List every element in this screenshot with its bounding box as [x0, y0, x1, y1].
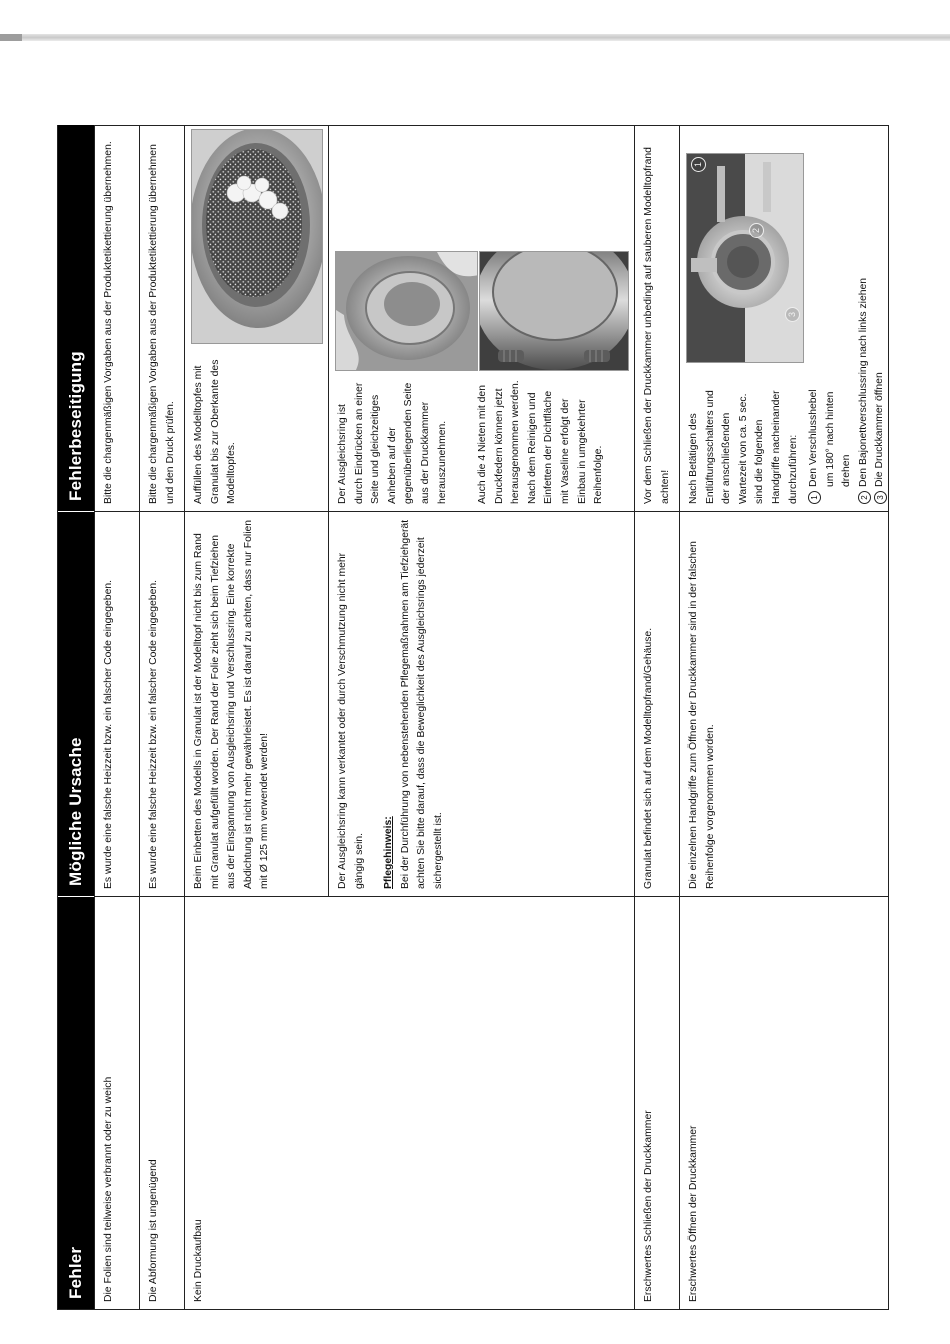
granulate-photo	[191, 129, 323, 344]
beseitigung-cell	[95, 125, 139, 512]
beseitigung-cell	[185, 125, 328, 512]
ursache-main: Der Ausgleichsring kann verkantet oder durch Verschmutzung nicht mehr gängig sein.	[337, 552, 365, 889]
fehler-cell: Erschwertes Öffnen der Druckkammer	[688, 1125, 699, 1302]
header-beseitigung: Fehlerbeseitigung	[58, 125, 94, 512]
callout-2: 2	[749, 223, 764, 238]
ursache-cell: Es wurde eine falsche Heizzeit bzw. ein falscher Code eingegeben.	[95, 512, 139, 897]
rivets-springs-photo	[479, 251, 629, 371]
beseitigung-step1: Der Ausgleichsring ist durch Eindrücken an einer Seite und gleichzeitiges Anheben auf der gegenüberliegenden Seite aus der Druckkammer herauszunehmen.	[337, 382, 448, 504]
step-text: Die Druckkammer öffnen	[874, 372, 886, 487]
step-number: 3	[874, 491, 887, 504]
care-hint-text: Bei der Durchführung von nebenstehenden Pflegemaßnahmen am Tiefziehgerät achten Sie bitte darauf, dass die Beweglichkeit des Ausgleichsrings jederzeit sichergestellt ist.	[399, 519, 444, 889]
fehler-cell: Die Abformung ist ungenügend	[148, 1159, 159, 1302]
header-ursache: Mögliche Ursache	[58, 512, 94, 897]
beseitigung-cell	[635, 125, 679, 512]
table-row	[94, 125, 139, 1309]
header-fehler: Fehler	[58, 897, 94, 1309]
beseitigung-cell	[329, 125, 634, 512]
step-number: 1	[808, 491, 821, 504]
ring-removal-photo	[335, 251, 478, 371]
table-row	[139, 125, 184, 1309]
ursache-cell	[329, 512, 634, 897]
callout-1: 1	[691, 157, 706, 172]
beseitigung-text: Bitte die chargenmäßigen Vorgaben aus der Produktetikettierung übernehmen und den Druck prüfen.	[148, 144, 176, 504]
step-item	[806, 244, 856, 504]
beseitigung-text: Bitte die chargenmäßigen Vorgaben aus der Produktetikettierung übernehmen.	[103, 141, 114, 504]
beseitigung-text: Vor dem Schließen der Druckkammer unbedingt auf sauberen Modelltopfrand achten!	[643, 147, 671, 504]
beseitigung-col-left-bottom	[475, 380, 608, 504]
table-row	[184, 125, 328, 897]
fehler-cell: Die Folien sind teilweise verbrannt oder zu weich	[103, 1076, 114, 1302]
beseitigung-cell	[680, 125, 889, 512]
rotated-page	[57, 125, 889, 1310]
table-row	[679, 125, 889, 1309]
care-hint-title: Pflegehinweis:	[383, 816, 395, 889]
pressure-chamber-photo	[686, 153, 804, 363]
ursache-cell: Die einzelnen Handgriffe zum Öffnen der Druckkammer sind in der falschen Reihenfolge vorgenommen worden.	[680, 512, 889, 897]
fehler-cell: Kein Druckaufbau	[193, 1219, 204, 1302]
beseitigung-col-left	[335, 380, 451, 504]
step-text: Den Bajonettverschlussring nach links ziehen	[857, 277, 869, 487]
step-item	[856, 244, 873, 504]
top-rule	[0, 34, 950, 41]
beseitigung-text: Auffüllen des Modelltopfes mit Granulat bis zur Oberkante des Modelltopfes.	[193, 359, 238, 504]
ursache-cell: Es wurde eine falsche Heizzeit bzw. ein falscher Code eingegeben.	[140, 512, 184, 897]
step-text: Den Verschlusshebel um 180° nach hinten drehen	[808, 389, 853, 487]
beseitigung-cell	[140, 125, 184, 512]
ursache-cell: Beim Einbetten des Modells in Granulat ist der Modelltopf nicht bis zum Rand mit Granulat aufgefüllt worden. Der Rand der Folie zieht sich beim Tiefziehen aus der Einspannung von Ausgleichsring und Verschlussring. Eine korrekte Abdichtung ist nicht mehr gewährleistet. Es ist darauf zu achten, dass nur Folien mit Ø 125 mm verwendet werden!	[185, 512, 328, 897]
ursache-cell: Granulat befindet sich auf dem Modelltopfrand/Gehäuse.	[635, 512, 679, 897]
table-row	[634, 125, 679, 1309]
step-number: 2	[858, 491, 871, 504]
callout-3: 3	[785, 307, 800, 322]
troubleshooting-table	[57, 125, 889, 1310]
beseitigung-step2: Auch die 4 Nieten mit den Druckfedern können jetzt herausgenommen werden. Nach dem Reinigen und Einfetten der Dichtfläche mit Vaseline erfolgt der Einbau in umgekehrter Reihenfolge.	[477, 380, 605, 504]
steps-list	[806, 244, 889, 504]
step-item	[872, 244, 889, 504]
fehler-cell: Erschwertes Schließen der Druckkammer	[643, 1110, 654, 1302]
beseitigung-intro: Nach Betätigen des Entlüftungsschalters und der anschließenden Wartezeit von ca. 5 sec. sind die folgenden Handgriffe nacheinander durchzuführen:	[688, 390, 799, 504]
table-row	[328, 125, 634, 897]
